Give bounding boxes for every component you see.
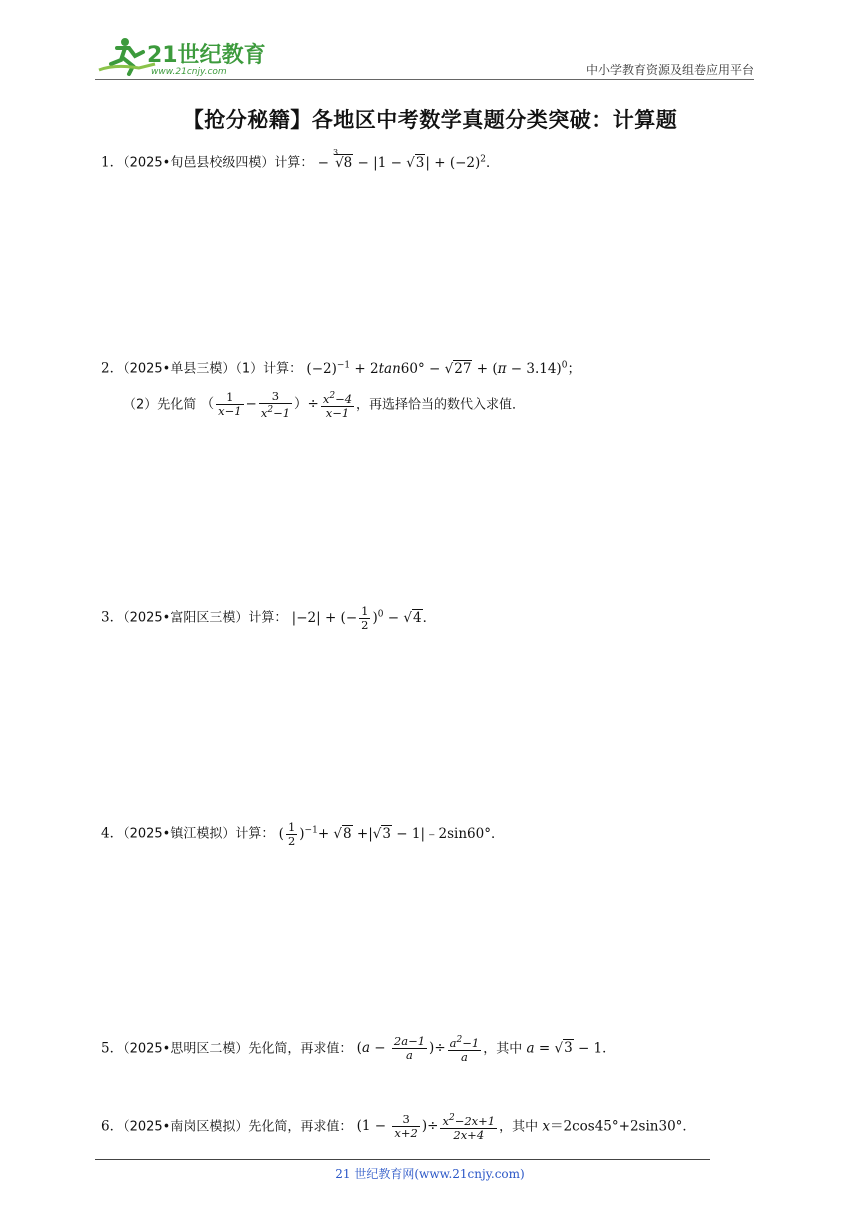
formula: $-^3√8 - |1 - √3| + (-2)^2$． [317,148,500,171]
formula: |−2| + (− $\frac{1}{2}$ )$^0$ − √4． [291,603,437,632]
question-number: 2． [101,360,124,377]
page-title: 【抢分秘籍】各地区中考数学真题分类突破：计算题 [182,108,678,132]
formula: （ $\frac{1}{x-1}$ − $\frac{3}{x^2-1}$ ）÷ $\frac{x^2-4}{x-1}$ [200,389,353,420]
question-2-part-2: （2）先化简 （ $\frac{1}{x-1}$ − $\frac{3}{x^2-1}$ ）÷ $\frac{x^2-4}{x-1}$ ，再选择恰当的数代入求值． [123,389,526,420]
question-source: （2025•单县三模）（1）计算： [123,361,303,377]
question-part-label: （2）先化简 [123,397,197,413]
question-number: 5． [101,1040,124,1057]
condition: a = √3 − 1． [526,1040,616,1057]
footer-link[interactable]: 21 世纪教育网(www.21cnjy.com) [335,1167,525,1181]
formula: (1 − $\frac{3}{x+2}$ )÷ $\frac{x^2-2x+1}{2x+4}$ [356,1112,496,1142]
question-4 [101,819,505,848]
question-3 [101,603,436,632]
question-number: 4． [101,825,124,842]
formula: (a − $\frac{2a-1}{a}$ )÷ $\frac{a^2-1}{a}$ [356,1034,480,1064]
question-2 [101,354,581,381]
question-source: （2025•旬邑县校级四模）计算： [123,155,314,171]
question-source: （2025•思明区二模）先化简，再求值： [123,1041,353,1057]
question-1 [101,148,500,175]
svg-text:21世纪教育: 21世纪教育 [147,43,265,68]
question-6: 6．（2025•南岗区模拟）先化简，再求值： (1 − $\frac{3}{x+2}$ )÷ $\frac{x^2-2x+1}{2x+4}$ ，其中 x＝2cos45°+2sin30°． [101,1112,696,1142]
footer-divider [95,1159,710,1160]
formula: ( $\frac{1}{2}$ )$^{-1}$+ √8 +|√3 − 1|﹣2sin60°． [278,819,505,848]
question-source: （2025•镇江模拟）计算： [123,826,275,842]
header-divider [95,79,754,80]
question-5: 5．（2025•思明区二模）先化简，再求值： (a − $\frac{2a-1}{a}$ )÷ $\frac{a^2-1}{a}$ ，其中 a = √3 − 1． [101,1034,616,1064]
condition: x＝2cos45°+2sin30°． [542,1118,696,1135]
svg-text:www.21cnjy.com: www.21cnjy.com [151,67,227,77]
question-number: 6． [101,1118,124,1135]
platform-name: 中小学教育资源及组卷应用平台 [585,63,754,77]
formula: $(-2)^{-1} + 2\tan 60^\circ - √27 + (\pi - 3.14)^0$； [306,360,581,377]
question-number: 3． [101,609,124,626]
question-source: （2025•富阳区三模）计算： [123,610,288,626]
runner-icon [95,34,265,80]
question-number: 1． [101,154,124,171]
brand-logo [95,34,265,80]
question-source: （2025•南岗区模拟）先化简，再求值： [123,1119,353,1135]
